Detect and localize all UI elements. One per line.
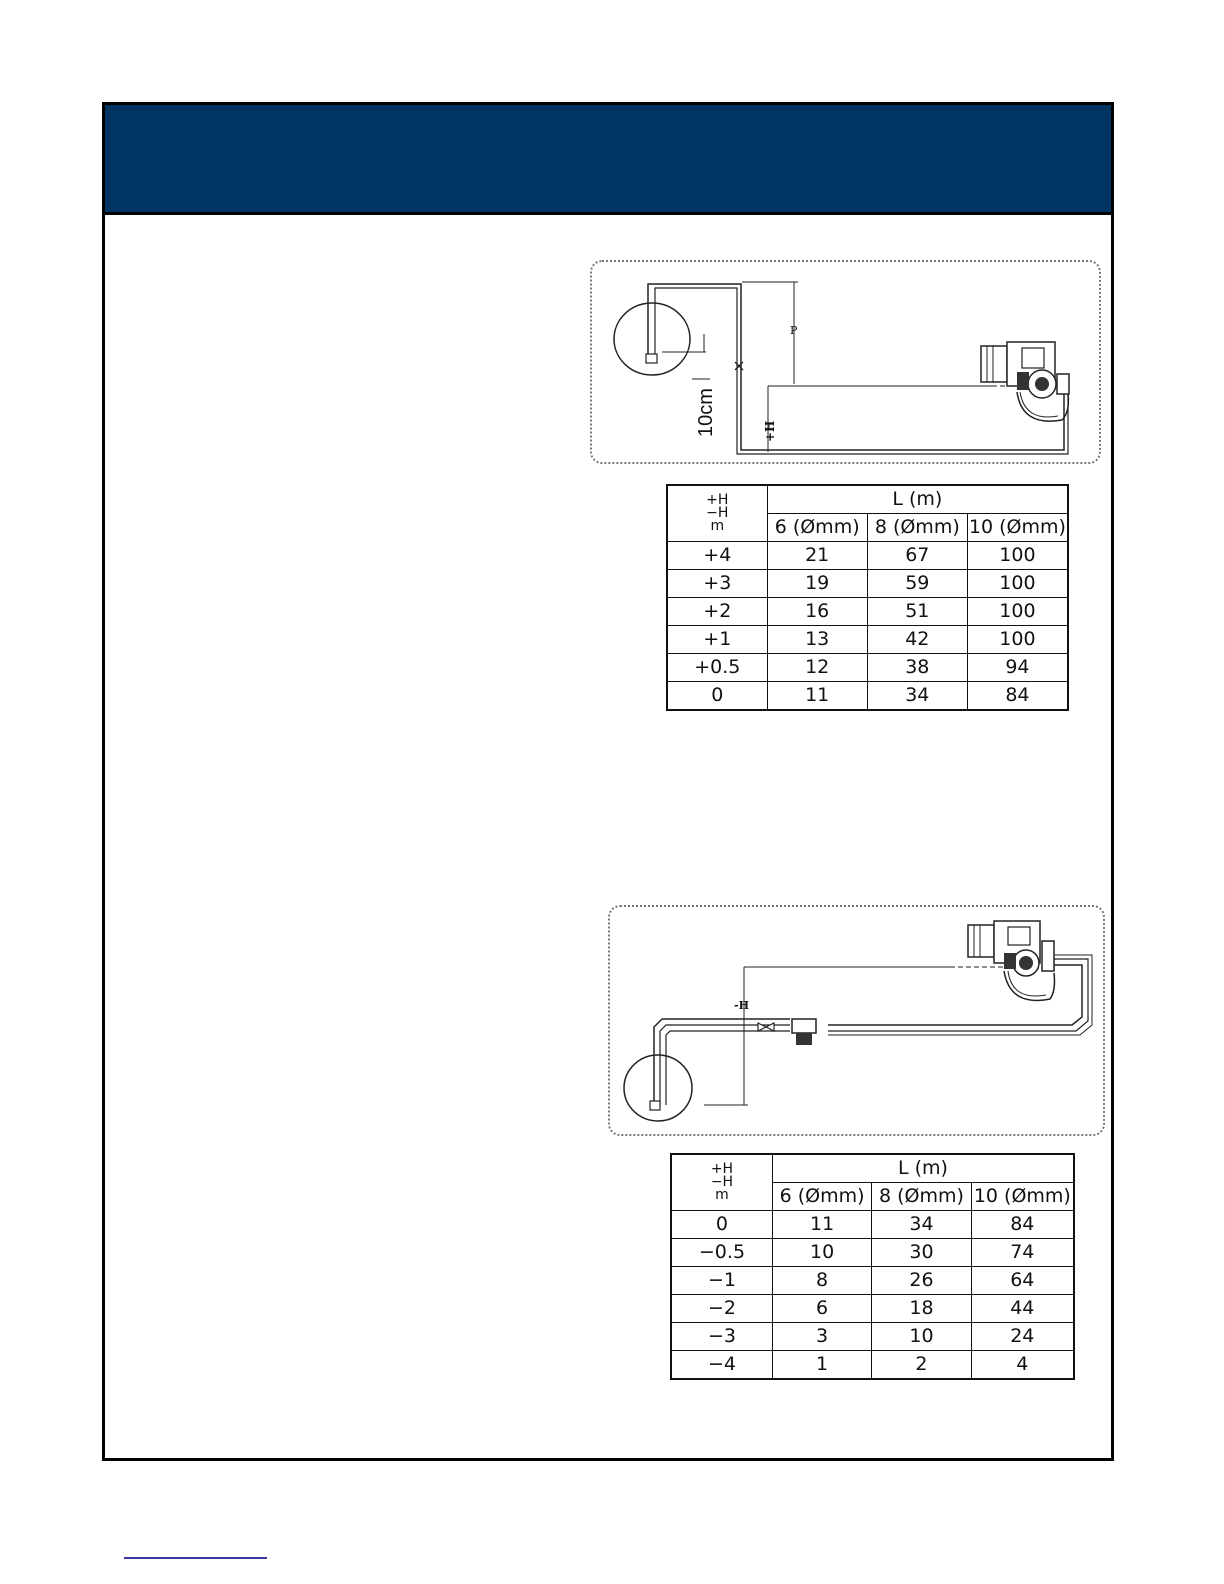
- cell-value: 11: [767, 681, 867, 710]
- table-row: [667, 681, 1068, 710]
- foot-valve: [650, 1101, 660, 1110]
- table-suction: [670, 1153, 1075, 1380]
- corner-cell: [667, 485, 767, 541]
- cell-value: 10: [872, 1322, 971, 1350]
- cell-value: 21: [767, 541, 867, 569]
- cell-height: −3: [671, 1322, 772, 1350]
- tank-shape: [614, 303, 690, 375]
- column-header: 10 (Ømm): [967, 513, 1068, 541]
- cell-value: 64: [971, 1266, 1074, 1294]
- cell-value: 1: [772, 1350, 871, 1379]
- column-header: 8 (Ømm): [867, 513, 967, 541]
- group-header: L (m): [772, 1154, 1074, 1182]
- foot-valve: [646, 354, 657, 363]
- corner-unit: m: [715, 1186, 729, 1203]
- cell-height: +3: [667, 569, 767, 597]
- cell-value: 4: [971, 1350, 1074, 1379]
- cell-value: 51: [867, 597, 967, 625]
- height-label: +H: [763, 420, 777, 442]
- suction-installation-drawing: [610, 907, 1107, 1138]
- cell-value: 24: [971, 1322, 1074, 1350]
- cell-height: 0: [671, 1210, 772, 1238]
- diagram-lift-installation: [590, 260, 1101, 464]
- table-row: [667, 653, 1068, 681]
- corner-plus-h: +H: [706, 491, 729, 508]
- cell-value: 74: [971, 1238, 1074, 1266]
- corner-minus-h: −H: [710, 1173, 734, 1190]
- column-header: 6 (Ømm): [772, 1182, 871, 1210]
- cell-value: 100: [967, 569, 1068, 597]
- cell-height: −0.5: [671, 1238, 772, 1266]
- cell-height: +4: [667, 541, 767, 569]
- cell-height: 0: [667, 681, 767, 710]
- cell-height: −4: [671, 1350, 772, 1379]
- corner-plus-h: +H: [710, 1160, 734, 1177]
- group-header: L (m): [767, 485, 1068, 513]
- table-row: [667, 569, 1068, 597]
- table-row: [667, 597, 1068, 625]
- cell-height: +0.5: [667, 653, 767, 681]
- table-row: [667, 541, 1068, 569]
- cell-value: 67: [867, 541, 967, 569]
- table-row: [671, 1210, 1074, 1238]
- suction-pipe: [654, 1019, 790, 1105]
- cell-value: 38: [867, 653, 967, 681]
- cell-height: +1: [667, 625, 767, 653]
- corner-cell: [671, 1154, 772, 1210]
- cell-value: 44: [971, 1294, 1074, 1322]
- cell-value: 11: [772, 1210, 871, 1238]
- corner-unit: m: [710, 517, 725, 534]
- cell-value: 16: [767, 597, 867, 625]
- table-row: [671, 1294, 1074, 1322]
- table-row: [671, 1238, 1074, 1266]
- cell-value: 6: [772, 1294, 871, 1322]
- table-row: [671, 1322, 1074, 1350]
- table-row: [671, 1266, 1074, 1294]
- cell-value: 8: [772, 1266, 871, 1294]
- cell-height: −2: [671, 1294, 772, 1322]
- column-header: 10 (Ømm): [971, 1182, 1074, 1210]
- height-label: -H: [734, 999, 749, 1012]
- cell-value: 13: [767, 625, 867, 653]
- filter-icon: [792, 1019, 816, 1045]
- column-header: 8 (Ømm): [872, 1182, 971, 1210]
- lift-installation-drawing: [592, 262, 1103, 466]
- burner-icon: [981, 342, 1069, 421]
- cell-value: 19: [767, 569, 867, 597]
- burner-icon: [968, 921, 1055, 1000]
- cell-value: 26: [872, 1266, 971, 1294]
- cell-value: 42: [867, 625, 967, 653]
- cell-value: 94: [967, 653, 1068, 681]
- cell-value: 30: [872, 1238, 971, 1266]
- cell-value: 100: [967, 625, 1068, 653]
- cell-value: 100: [967, 597, 1068, 625]
- footer-rule: [124, 1557, 267, 1559]
- cell-height: −1: [671, 1266, 772, 1294]
- pressure-label: P: [790, 324, 798, 337]
- corner-minus-h: −H: [706, 504, 729, 521]
- cell-value: 34: [867, 681, 967, 710]
- table-lift: [666, 484, 1069, 711]
- tank-shape: [624, 1055, 692, 1121]
- column-header: 6 (Ømm): [767, 513, 867, 541]
- cell-value: 84: [967, 681, 1068, 710]
- valve-icon: [735, 362, 743, 370]
- cell-value: 3: [772, 1322, 871, 1350]
- submerge-label: 10cm: [695, 388, 717, 437]
- header-band: [105, 105, 1111, 215]
- cell-value: 100: [967, 541, 1068, 569]
- cell-value: 59: [867, 569, 967, 597]
- cell-height: +2: [667, 597, 767, 625]
- diagram-suction-installation: [608, 905, 1105, 1136]
- table-row: [671, 1350, 1074, 1379]
- valve-icon: [758, 1023, 774, 1031]
- cell-value: 2: [872, 1350, 971, 1379]
- cell-value: 84: [971, 1210, 1074, 1238]
- cell-value: 18: [872, 1294, 971, 1322]
- cell-value: 12: [767, 653, 867, 681]
- cell-value: 34: [872, 1210, 971, 1238]
- cell-value: 10: [772, 1238, 871, 1266]
- table-row: [667, 625, 1068, 653]
